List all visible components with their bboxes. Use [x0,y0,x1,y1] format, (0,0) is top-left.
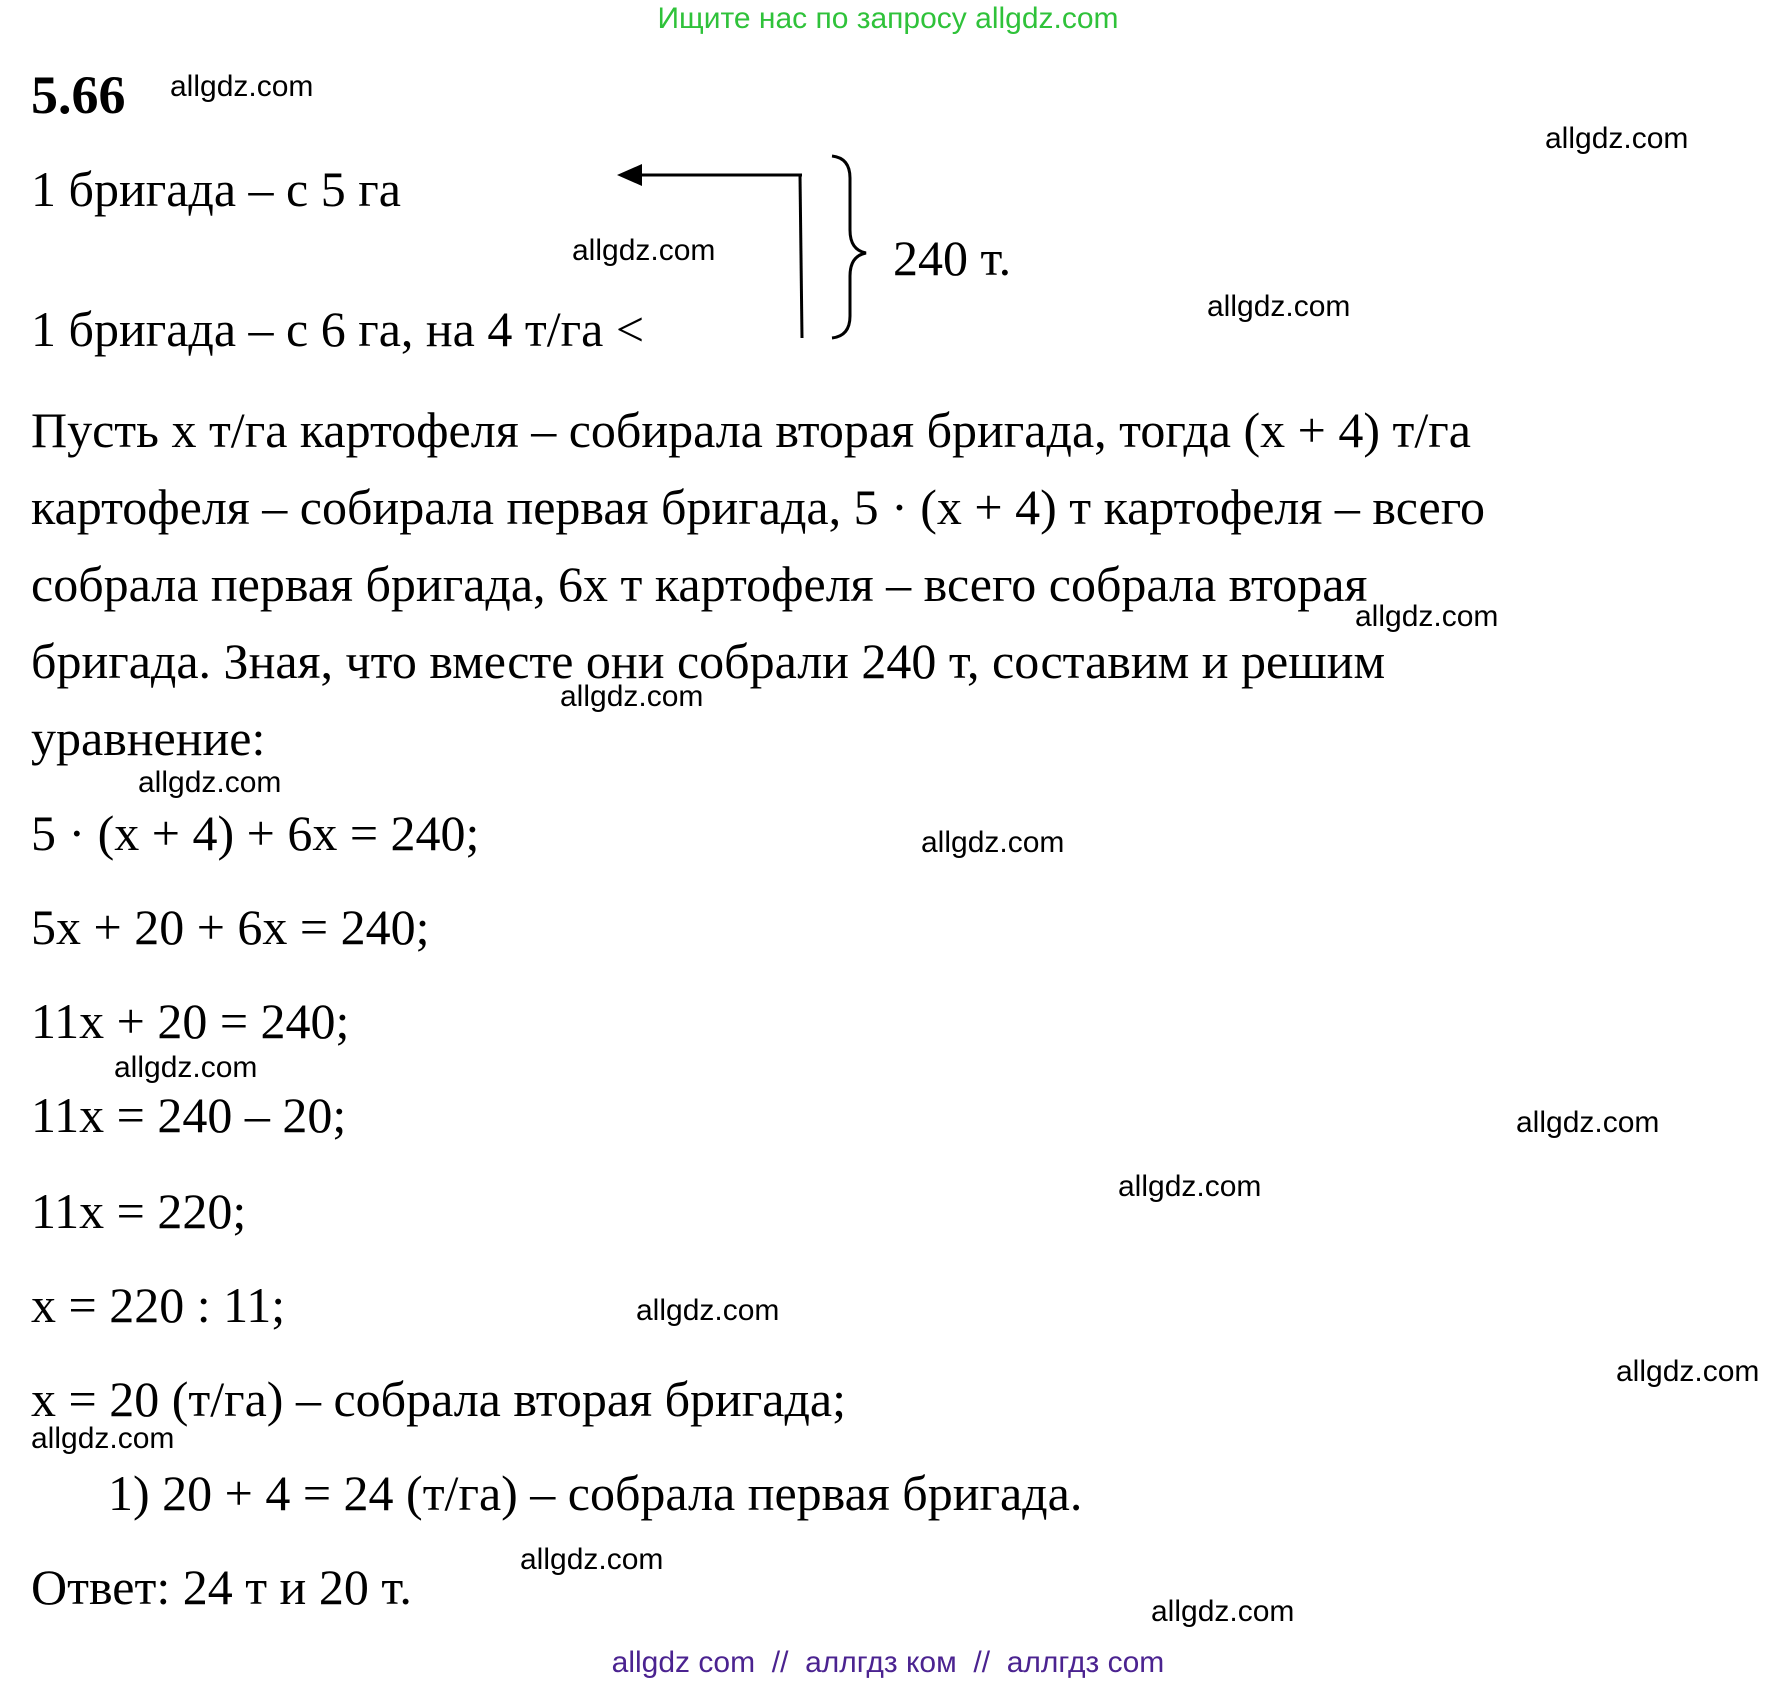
equation-line: 11x = 240 – 20; [31,1087,347,1143]
watermark-text: allgdz.com [170,70,314,103]
watermark-text: allgdz.com [921,826,1065,859]
watermark-text: allgdz.com [114,1051,258,1084]
answer: Ответ: 24 т и 20 т. [31,1559,412,1615]
watermark-text: allgdz.com [31,1422,175,1455]
condition-line-second-brigade: 1 бригада – с 6 га, на 4 т/га < [31,301,645,357]
equation-line: x = 20 (т/га) – собрала вторая бригада; [31,1371,847,1427]
equation-line: x = 220 : 11; [31,1277,286,1333]
watermark-text: allgdz.com [572,234,716,267]
watermark-text: allgdz.com [1118,1170,1262,1203]
watermark-text: allgdz.com [560,680,704,713]
explanation-paragraph [31,392,1485,777]
watermark-text: allgdz.com [1207,290,1351,323]
footer-banner: allgdz com // аллгдз ком // аллгдз com [611,1646,1165,1679]
watermark-text: allgdz.com [520,1543,664,1576]
watermark-text: allgdz.com [1616,1355,1760,1388]
condition-total: 240 т. [893,230,1012,286]
condition-line-first-brigade: 1 бригада – с 5 га [31,161,401,217]
equation-line: 5 · (x + 4) + 6x = 240; [31,805,480,861]
explanation-line: уравнение: [31,710,266,766]
solution-step: 1) 20 + 4 = 24 (т/га) – собрала первая бригада. [108,1465,1083,1521]
watermark-text: allgdz.com [138,766,282,799]
explanation-line: бригада. Зная, что вместе они собрали 240 т, составим и решим [31,633,1386,689]
equation-line: 11x + 20 = 240; [31,993,350,1049]
explanation-line: собрала первая бригада, 6x т картофеля – всего собрала вторая [31,556,1368,612]
watermark-text: allgdz.com [636,1294,780,1327]
explanation-line: картофеля – собирала первая бригада, 5 · (x + 4) т картофеля – всего [31,479,1485,535]
explanation-line: Пусть x т/га картофеля – собирала вторая бригада, тогда (x + 4) т/га [31,402,1471,458]
site-banner: Ищите нас по запросу allgdz.com [657,2,1119,35]
equation-line: 5x + 20 + 6x = 240; [31,899,430,955]
equation-line: 11x = 220; [31,1183,247,1239]
problem-number: 5.66 [31,65,126,125]
watermark-text: allgdz.com [1516,1106,1660,1139]
watermark-text: allgdz.com [1355,600,1499,633]
watermark-text: allgdz.com [1545,122,1689,155]
watermark-text: allgdz.com [1151,1595,1295,1628]
curly-brace [832,156,866,338]
